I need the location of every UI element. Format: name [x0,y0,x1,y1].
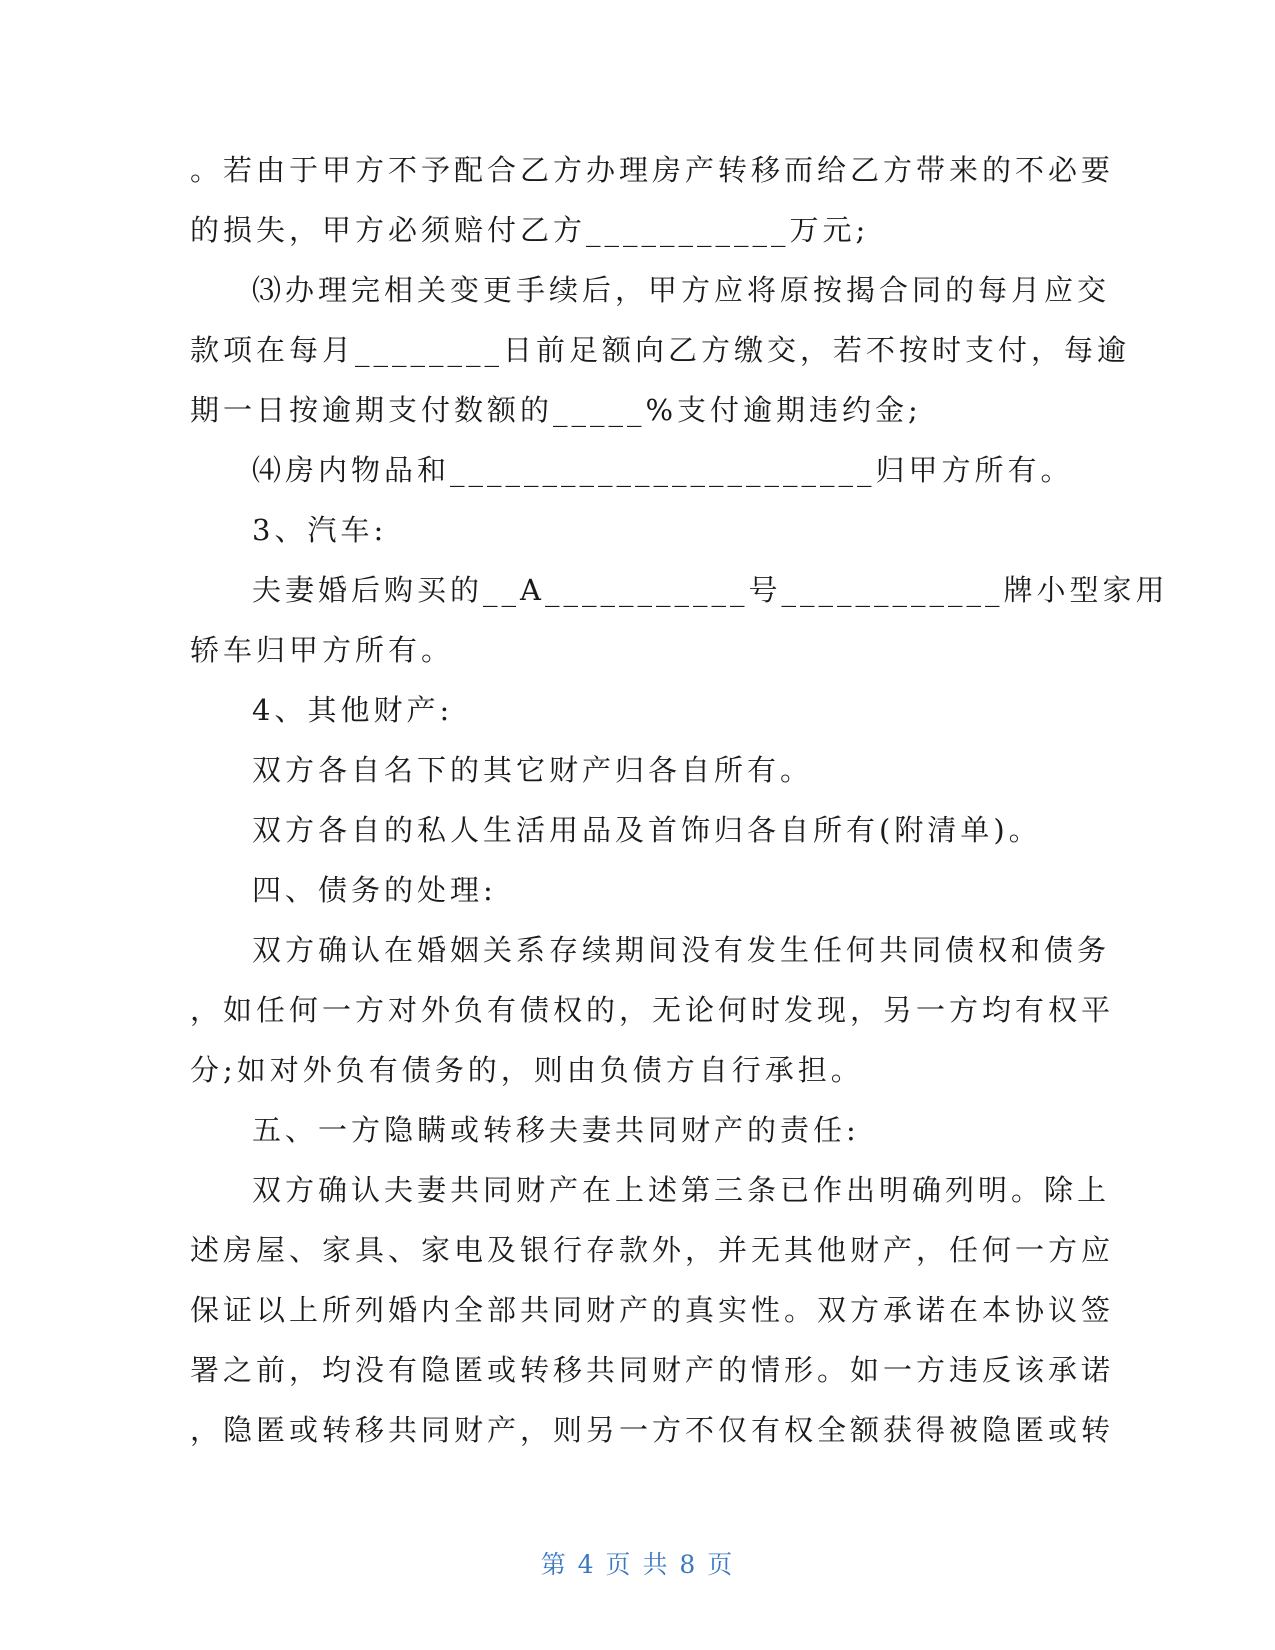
text-line: 双方确认夫妻共同财产在上述第三条已作出明确列明。除上 [252,1173,1111,1207]
text-line: 的损失，甲方必须赔付乙方___________万元; [190,213,870,247]
text-line: 保证以上所列婚内全部共同财产的真实性。双方承诺在本协议签 [190,1293,1115,1327]
text-line: ，如任何一方对外负有债权的，无论何时发现，另一方均有权平 [190,993,1115,1027]
section-heading: 五、一方隐瞒或转移夫妻共同财产的责任: [252,1113,860,1147]
page-number-footer: 第 4 页 共 8 页 [540,1550,735,1579]
text-line: 双方各自的私人生活用品及首饰归各自所有(附清单)。 [252,813,1042,847]
section-heading: 四、债务的处理: [252,873,497,907]
text-line: 分;如对外负有债务的，则由负债方自行承担。 [190,1053,864,1087]
text-line: ⑶办理完相关变更手续后，甲方应将原按揭合同的每月应交 [252,273,1111,307]
text-line: 双方各自名下的其它财产归各自所有。 [252,753,814,787]
section-heading: 3、汽车: [252,513,388,547]
text-line: ，隐匿或转移共同财产，则另一方不仅有权全额获得被隐匿或转 [190,1413,1115,1447]
text-line: 述房屋、家具、家电及银行存款外，并无其他财产，任何一方应 [190,1233,1115,1267]
text-line: 期一日按逾期支付数额的_____%支付逾期违约金; [190,393,922,427]
text-line: 款项在每月________日前足额向乙方缴交，若不按时支付，每逾 [190,333,1131,367]
text-line: 夫妻婚后购买的__A___________号____________牌小型家用 [252,573,1169,607]
text-line: 轿车归甲方所有。 [190,633,455,667]
text-line: 。若由于甲方不予配合乙方办理房产转移而给乙方带来的不必要 [190,153,1115,187]
section-heading: 4、其他财产: [252,693,454,727]
document-body [190,140,1169,1460]
text-line: 署之前，均没有隐匿或转移共同财产的情形。如一方违反该承诺 [190,1353,1115,1387]
text-line: 双方确认在婚姻关系存续期间没有发生任何共同债权和债务 [252,933,1111,967]
text-line: ⑷房内物品和_______________________归甲方所有。 [252,453,1074,487]
